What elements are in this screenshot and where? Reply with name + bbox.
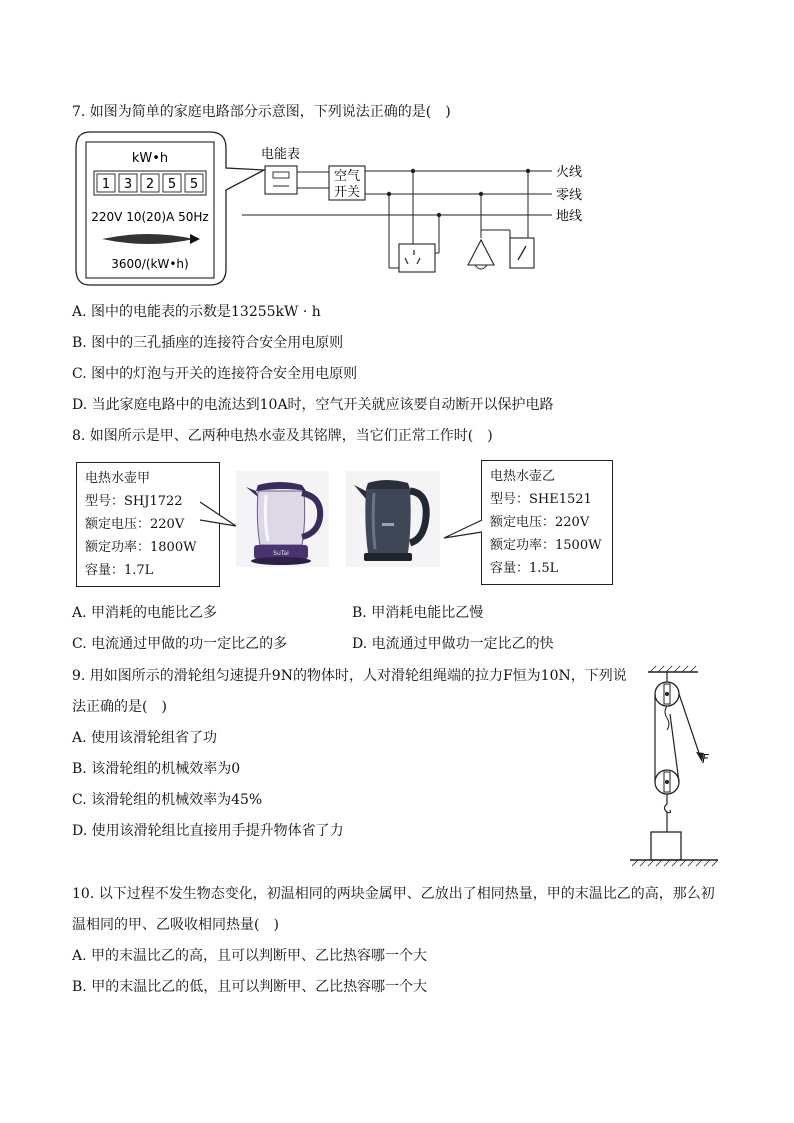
meter-constant: 3600/(kW•h) (111, 257, 189, 271)
kettle-a-power: 额定功率：1800W (85, 540, 197, 555)
q8-option-d[interactable]: D. 电流通过甲做功一定比乙的快 (352, 636, 554, 652)
kettle-b-image (346, 471, 440, 567)
air-switch-label-2: 开关 (333, 185, 361, 200)
kettle-b-power: 额定功率：1500W (490, 538, 602, 553)
kettle-b-model: 型号：SHE1521 (490, 492, 592, 507)
kettle-b-nameplate (481, 460, 613, 585)
q10-option-a[interactable]: A. 甲的末温比乙的高，且可以判断甲、乙比热容哪一个大 (72, 948, 428, 964)
q8-stem: 8. 如图所示是甲、乙两种电热水壶及其铭牌，当它们正常工作时( ) (72, 428, 493, 444)
pulley-system-diagram (626, 664, 722, 870)
q9-option-c[interactable]: C. 该滑轮组的机械效率为45% (72, 792, 263, 808)
kettle-b-voltage: 额定电压：220V (490, 515, 590, 530)
q7-option-b[interactable]: B. 图中的三孔插座的连接符合安全用电原则 (72, 335, 344, 351)
q9-stem-line1: 9. 用如图所示的滑轮组匀速提升9N的物体时，人对滑轮组绳端的拉力F恒为10N，下列说 (72, 668, 627, 684)
meter-digit: 5 (167, 177, 177, 192)
kettle-a-pointer (200, 500, 240, 540)
meter-digit: 5 (189, 177, 199, 192)
q9-option-d[interactable]: D. 使用该滑轮组比直接用手提升物体省了力 (72, 823, 344, 839)
meter-symbol (265, 166, 297, 194)
q8-option-a[interactable]: A. 甲消耗的电能比乙多 (72, 605, 218, 621)
kettle-a-model: 型号：SHJ1722 (85, 494, 183, 509)
q9-stem-line2: 法正确的是( ) (72, 699, 167, 715)
meter-unit: kW•h (131, 151, 169, 166)
q10-stem-line2: 温相同的甲、乙吸收相同热量( ) (72, 917, 279, 933)
meter-label: 电能表 (261, 147, 301, 162)
load-block (651, 832, 681, 860)
kettle-a-name: 电热水壶甲 (85, 471, 151, 486)
q9-option-a[interactable]: A. 使用该滑轮组省了功 (72, 730, 218, 746)
three-hole-socket-icon (399, 244, 435, 272)
q7-option-d[interactable]: D. 当此家庭电路中的电流达到10A时，空气开关就应该要自动断开以保护电路 (72, 397, 554, 413)
kettle-a-brand: SuTai (273, 550, 289, 557)
household-circuit-diagram (72, 128, 612, 293)
q10-option-b[interactable]: B. 甲的末温比乙的低，且可以判断甲、乙比热容哪一个大 (72, 979, 428, 995)
meter-digit: 2 (145, 177, 155, 192)
meter-spec: 220V 10(20)A 50Hz (91, 210, 209, 224)
force-label: F (702, 752, 709, 766)
kettle-b-capacity: 容量：1.5L (490, 561, 559, 576)
meter-digit: 3 (123, 177, 133, 192)
kettle-b-name: 电热水壶乙 (490, 469, 556, 484)
kettle-a-nameplate (76, 462, 220, 587)
kettle-a-capacity: 容量：1.7L (85, 563, 154, 578)
q8-option-b[interactable]: B. 甲消耗电能比乙慢 (352, 605, 484, 621)
kettle-a-image (236, 471, 329, 567)
q7-option-a[interactable]: A. 图中的电能表的示数是13255kW · h (72, 304, 321, 320)
live-label: 火线 (556, 165, 583, 180)
lamp-icon (468, 240, 494, 265)
q10-stem-line1: 10. 以下过程不发生物态变化，初温相同的两块金属甲、乙放出了相同热量，甲的末温比乙的高，那么初 (72, 886, 715, 902)
ground-label: 地线 (556, 209, 583, 224)
neutral-label: 零线 (556, 188, 583, 203)
q7-stem: 7. 如图为简单的家庭电路部分示意图，下列说法正确的是( ) (72, 104, 451, 120)
kettle-b-pointer (440, 512, 484, 552)
q7-option-c[interactable]: C. 图中的灯泡与开关的连接符合安全用电原则 (72, 366, 358, 382)
meter-digit: 1 (101, 177, 111, 192)
q8-option-c[interactable]: C. 电流通过甲做的功一定比乙的多 (72, 636, 288, 652)
kettle-a-voltage: 额定电压：220V (85, 517, 185, 532)
q9-option-b[interactable]: B. 该滑轮组的机械效率为0 (72, 761, 241, 777)
air-switch-label-1: 空气 (333, 169, 361, 184)
